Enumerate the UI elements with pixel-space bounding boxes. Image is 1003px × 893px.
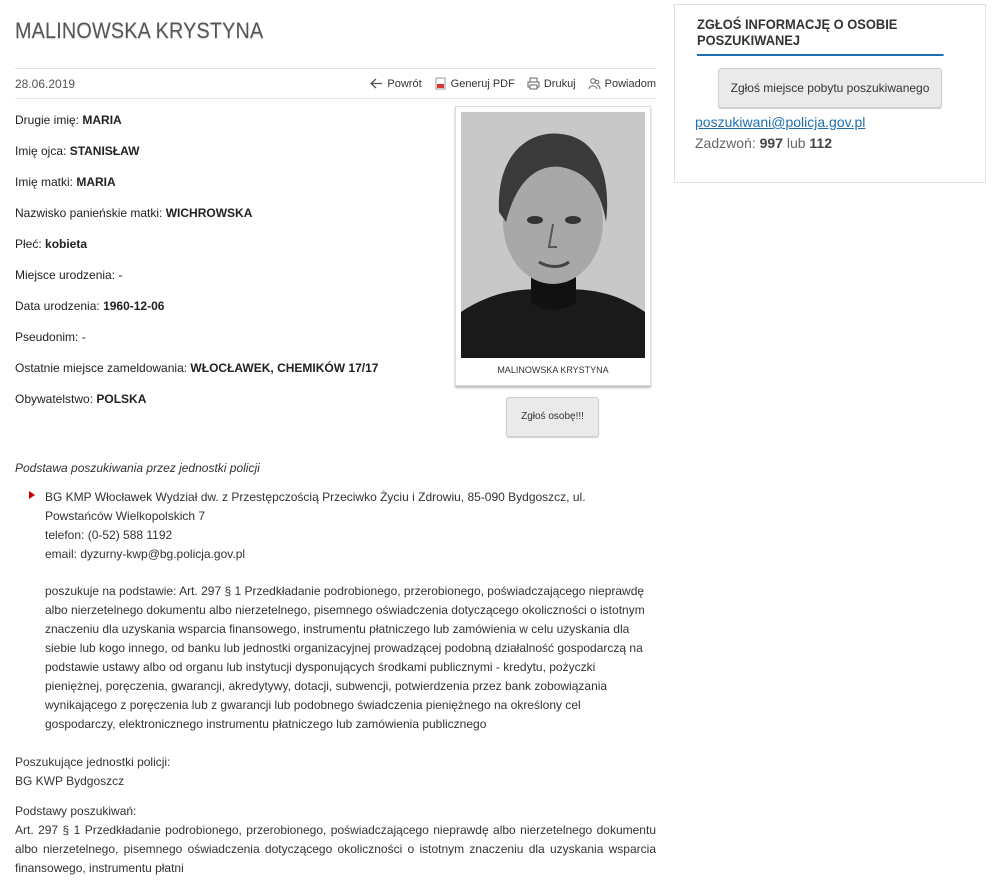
pdf-icon (434, 77, 447, 90)
toolbar (15, 68, 656, 99)
field-birthplace: Miejsce urodzenia: - (15, 268, 123, 282)
grounds-label: Podstawy poszukiwań: (15, 804, 137, 818)
notify-link[interactable] (588, 77, 656, 90)
field-birthdate: Data urodzenia: 1960-12-06 (15, 299, 165, 313)
unit-line-1: BG KMP Włocławek Wydział dw. z Przestępczością Przeciwko Życiu i Zdrowiu, 85-090 Bydgoszcz, ul. (45, 490, 586, 504)
photo-card[interactable] (455, 106, 651, 386)
field-citizenship: Obywatelstwo: POLSKA (15, 392, 147, 406)
police-unit-info (45, 488, 655, 564)
bullet-arrow-icon (29, 491, 35, 499)
page-title: MALINOWSKA KRYSTYNA (15, 18, 264, 43)
unit-email: email: dyzurny-kwp@bg.policja.gov.pl (45, 547, 246, 561)
field-father-name: Imię ojca: STANISŁAW (15, 144, 140, 158)
field-mother-name: Imię matki: MARIA (15, 175, 116, 189)
photo-caption: MALINOWSKA KRYSTYNA (497, 365, 609, 375)
search-basis: poszukuje na podstawie: Art. 297 § 1 Przedkładanie podrobionego, przerobionego, poświadczającego nieprawdę albo nierzetelnego dokumentu albo nierzetelnego, pisemnego oświadczenia dotyczącego okoliczności o istotnym znaczeniu dla uzyskania wsparcia finansowego, instrumentu płatniczego lub zamówienia w celu uzyskania dla siebie lub kogo innego, od banku lub jednostki organizacyjnej prowadzącej podobną działalność gospodarczą na podstawie ustawy albo od organu lub instytucji dysponujących środkami publicznymi - kredytu, pożyczki pieniężnej, poręczenia, gwarancji, akredytywy, dotacji, subwencji, potwierdzenia przez bank zobowiązania wynikającego z poręczenia lub z gwarancji lub podobnego świadczenia pieniężnego na określony cel gospodarczy, elektronicznego instrumentu płatniczego lub zamówienia publicznego (45, 584, 645, 731)
field-sex: Płeć: kobieta (15, 237, 88, 251)
back-arrow-icon (370, 77, 383, 90)
call-numbers: Zadzwoń: 997 lub 112 (695, 135, 833, 151)
field-mother-maiden-name: Nazwisko panieńskie matki: WICHROWSKA (15, 206, 253, 220)
printer-icon (527, 77, 540, 90)
print-label: Drukuj (543, 77, 576, 90)
search-grounds (15, 802, 656, 878)
report-person-button[interactable]: Zgłoś osobę!!! (506, 397, 599, 437)
person-details (15, 113, 445, 423)
unit-phone: telefon: (0-52) 588 1192 (45, 528, 173, 542)
publish-date: 28.06.2019 (15, 77, 76, 91)
people-icon (588, 77, 601, 90)
print-link[interactable] (527, 77, 576, 90)
person-photo (461, 112, 645, 358)
toolbar-actions (370, 77, 656, 90)
notify-label: Powiadom (604, 77, 656, 90)
report-sidebar (674, 4, 986, 183)
unit-line-2: Powstańców Wielkopolskich 7 (45, 509, 206, 523)
field-last-address: Ostatnie miejsce zameldowania: WŁOCŁAWEK, CHEMIKÓW 17/17 (15, 361, 379, 375)
generate-pdf-link[interactable] (434, 77, 515, 90)
section-heading: Podstawa poszukiwania przez jednostki policji (15, 461, 260, 475)
contact-email-link[interactable]: poszukiwani@policja.gov.pl (695, 114, 866, 130)
sidebar-title: ZGŁOŚ INFORMACJĘ O OSOBIE POSZUKIWANEJ (697, 16, 944, 56)
seeking-value: BG KWP Bydgoszcz (15, 774, 125, 788)
back-link[interactable] (370, 77, 421, 90)
pdf-label: Generuj PDF (450, 77, 515, 90)
back-label: Powrót (387, 77, 422, 90)
report-location-button[interactable]: Zgłoś miejsce pobytu poszukiwanego (718, 68, 942, 108)
seeking-units (15, 753, 170, 791)
field-middle-name: Drugie imię: MARIA (15, 113, 122, 127)
seeking-label: Poszukujące jednostki policji: (15, 755, 171, 769)
grounds-text: Art. 297 § 1 Przedkładanie podrobionego, przerobionego, poświadczającego nieprawdę albo nierzetelnego dokumentu albo nierzetelnego, pisemnego oświadczenia dotyczącego okoliczności o istotnym znaczeniu dla uzyskania wsparcia finansowego, instrumentu płatni (15, 823, 656, 875)
field-alias: Pseudonim: - (15, 330, 86, 344)
